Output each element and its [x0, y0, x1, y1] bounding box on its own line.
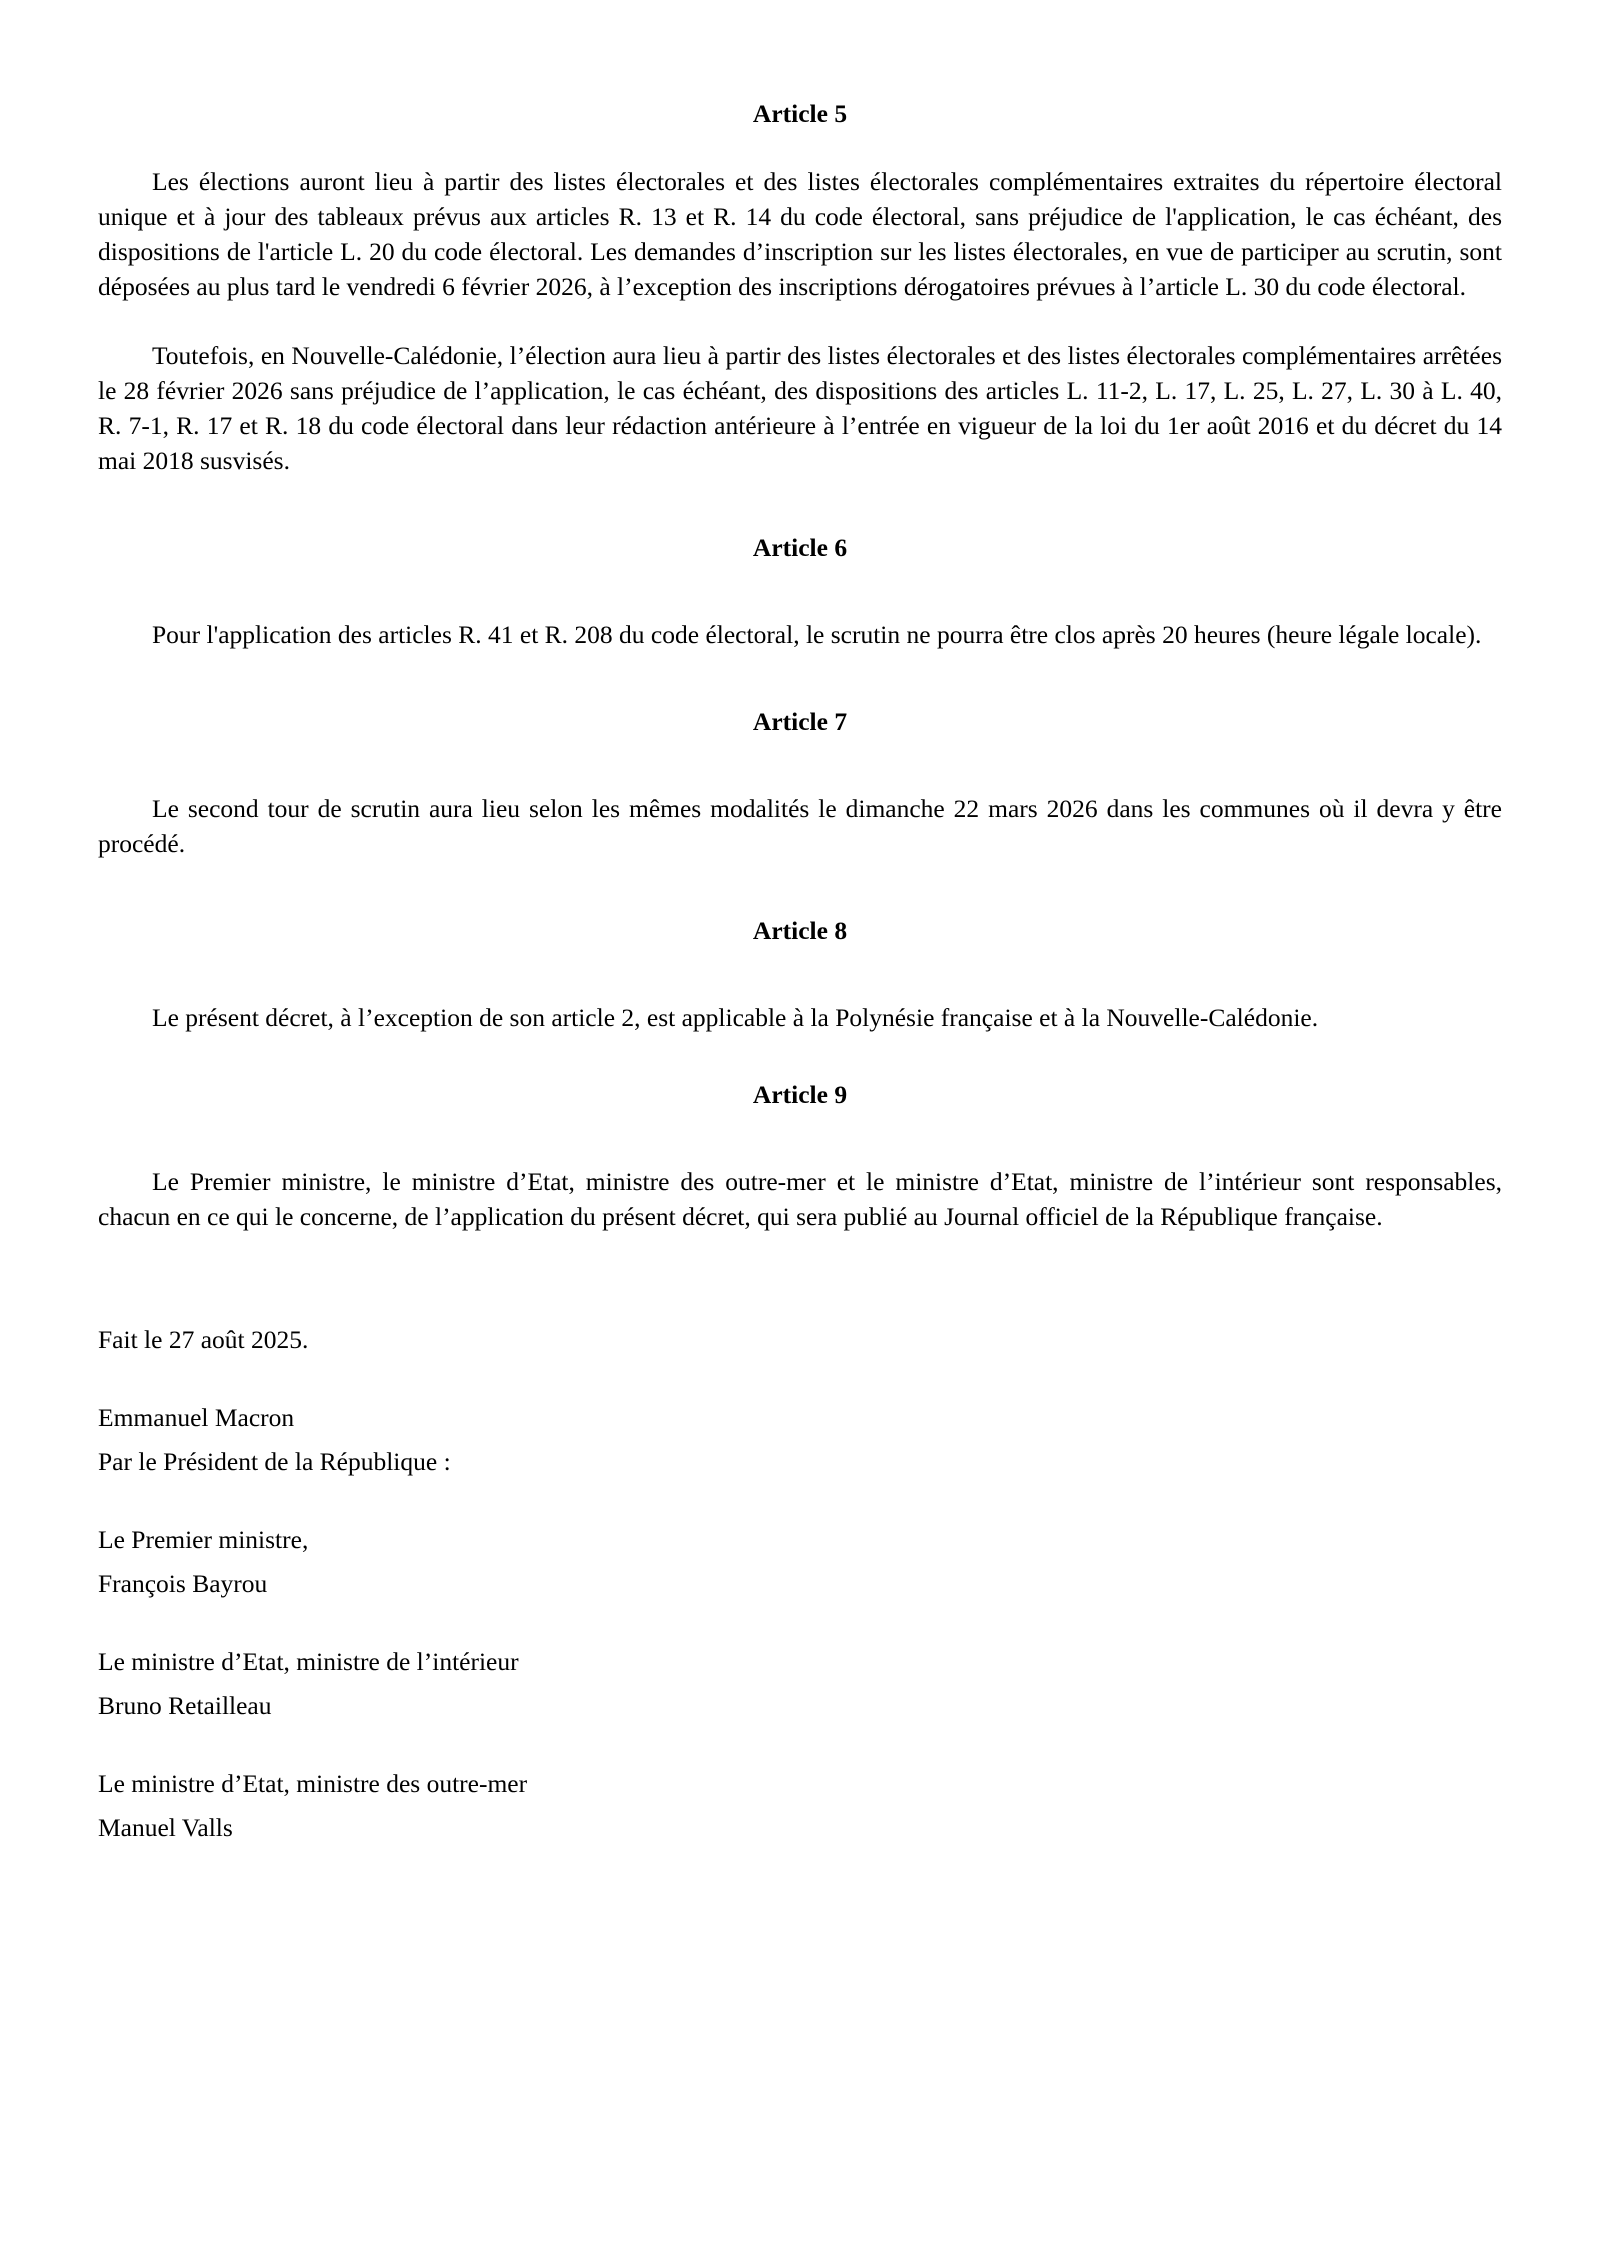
article-7: [98, 704, 1502, 861]
signatory-title: Le ministre d’Etat, ministre des outre-mer: [98, 1769, 528, 1798]
signatory-name: François Bayrou: [98, 1569, 268, 1598]
date-line: Fait le 27 août 2025.: [98, 1325, 309, 1354]
article-6: [98, 530, 1502, 652]
article-paragraph: Le second tour de scrutin aura lieu selon les mêmes modalités le dimanche 22 mars 2026 dans les communes où il devra y être procédé.: [98, 794, 1502, 858]
article-paragraph: Pour l'application des articles R. 41 et R. 208 du code électoral, le scrutin ne pourra être clos après 20 heures (heure légale locale).: [152, 620, 1482, 649]
article-paragraph: Toutefois, en Nouvelle-Calédonie, l’élection aura lieu à partir des listes électorales et des listes électorales complémentaires arrêtées le 28 février 2026 sans préjudice de l’application, le cas échéant, des dispositions des articles L. 11-2, L. 17, L. 25, L. 27, L. 30 à L. 40, R. 7-1, R. 17 et R. 18 du code électoral dans leur rédaction antérieure à l’entrée en vigueur de la loi du 1er août 2016 et du décret du 14 mai 2018 susvisés.: [98, 341, 1502, 475]
article-8: [98, 913, 1502, 1035]
by-president-line: Par le Président de la République :: [98, 1447, 451, 1476]
signatory: [98, 1644, 1502, 1723]
signatory-name: Manuel Valls: [98, 1813, 233, 1842]
signature-block: [98, 1322, 1502, 1845]
signatory-title: Le ministre d’Etat, ministre de l’intérieur: [98, 1647, 519, 1676]
president-name: Emmanuel Macron: [98, 1403, 295, 1432]
article-heading: Article 6: [752, 533, 848, 562]
article-5: [98, 96, 1502, 478]
article-paragraph: Le Premier ministre, le ministre d’Etat, ministre des outre-mer et le ministre d’Etat, ministre de l’intérieur sont responsables, chacun en ce qui le concerne, de l’application du présent décret, qui sera publié au Journal officiel de la République française.: [98, 1167, 1502, 1231]
document-body: [98, 96, 1502, 1845]
article-heading: Article 5: [752, 99, 848, 128]
article-heading: Article 8: [752, 916, 848, 945]
signatory-name: Bruno Retailleau: [98, 1691, 272, 1720]
signatory-title: Le Premier ministre,: [98, 1525, 309, 1554]
signatory: [98, 1766, 1502, 1845]
article-9: [98, 1077, 1502, 1234]
article-heading: Article 7: [752, 707, 848, 736]
article-heading: Article 9: [752, 1080, 848, 1109]
article-paragraph: Le présent décret, à l’exception de son article 2, est applicable à la Polynésie française et à la Nouvelle-Calédonie.: [152, 1003, 1319, 1032]
article-paragraph: Les élections auront lieu à partir des listes électorales et des listes électorales complémentaires extraites du répertoire électoral unique et à jour des tableaux prévus aux articles R. 13 et R. 14 du code électoral, sans préjudice de l'application, le cas échéant, des dispositions de l'article L. 20 du code électoral. Les demandes d’inscription sur les listes électorales, en vue de participer au scrutin, sont déposées au plus tard le vendredi 6 février 2026, à l’exception des inscriptions dérogatoires prévues à l’article L. 30 du code électoral.: [98, 167, 1502, 301]
signatory: [98, 1522, 1502, 1601]
